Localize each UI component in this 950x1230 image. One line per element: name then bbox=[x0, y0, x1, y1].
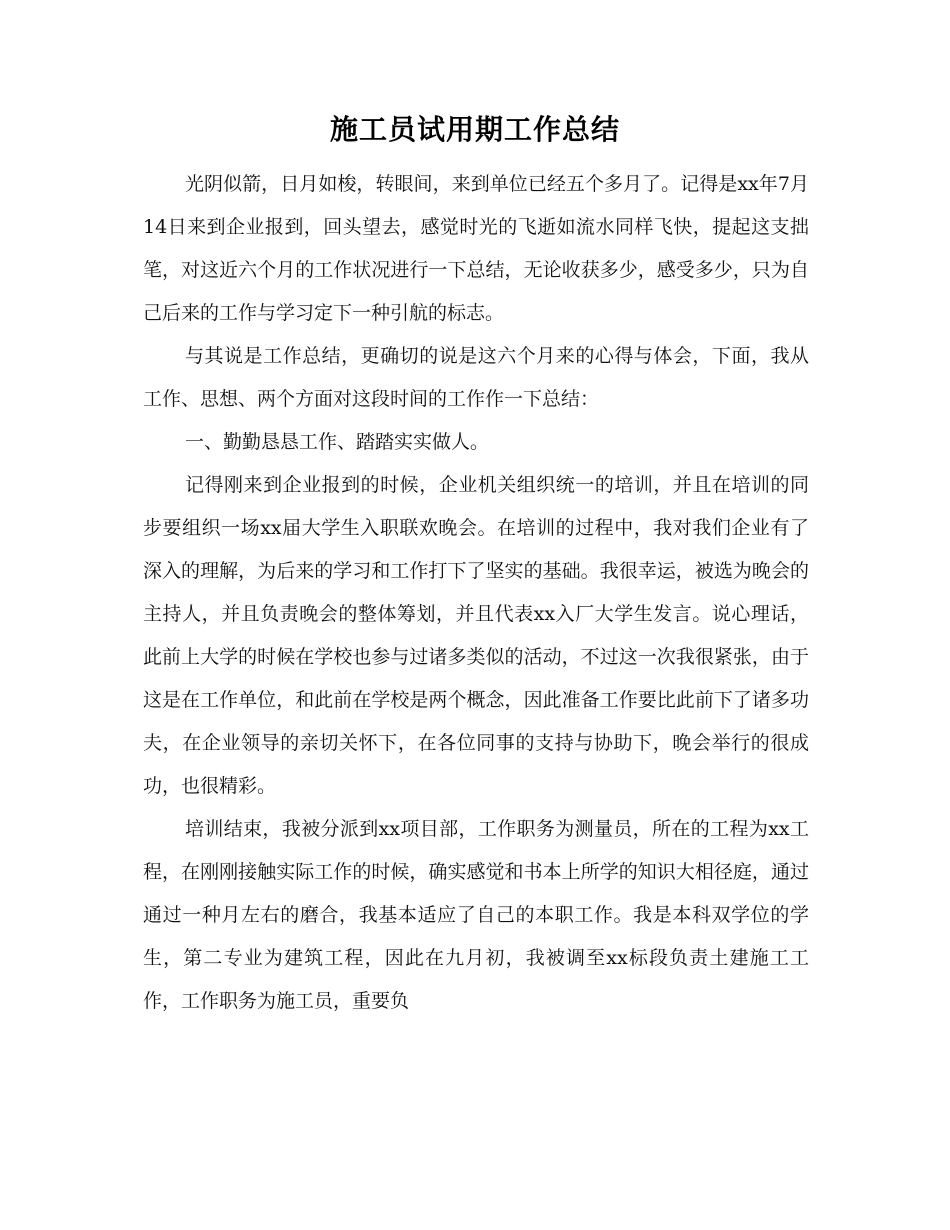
document-title: 施工员试用期工作总结 bbox=[329, 113, 620, 146]
paragraph-training: 记得刚来到企业报到的时候，企业机关组织统一的培训，并且在培训的同步要组织一场xx届大学生入职联欢晚会。在培训的过程中，我对我们企业有了深入的理解，为后来的学习和工作打下了坚实的基础。我很幸运，被选为晚会的主持人，并且负责晚会的整体筹划，并且代表xx入厂大学生发言。说心理话，此前上大学的时候在学校也参与过诸多类似的活动，不过这一次我很紧张，由于这是在工作单位，和此前在学校是两个概念，因此准备工作要比此前下了诸多功夫，在企业领导的亲切关怀下，在各位同事的支持与协助下，晚会举行的很成功，也很精彩。 bbox=[143, 474, 809, 797]
paragraph-assignment: 培训结束，我被分派到xx项目部，工作职务为测量员，所在的工程为xx工程，在刚刚接触实际工作的时候，确实感觉和书本上所学的知识大相径庭，通过通过一种月左右的磨合，我基本适应了自己的本职工作。我是本科双学位的学生，第二专业为建筑工程，因此在九月初，我被调至xx标段负责土建施工工作，工作职务为施工员，重要负 bbox=[143, 818, 809, 1012]
paragraph-intro: 光阴似箭，日月如梭，转眼间，来到单位已经五个多月了。记得是xx年7月14日来到企业报到，回头望去，感觉时光的飞逝如流水同样飞快，提起这支拙笔，对这近六个月的工作状况进行一下总结，无论收获多少，感受多少，只为自己后来的工作与学习定下一种引航的标志。 bbox=[143, 173, 809, 324]
section-heading-1: 一、勤勤恳恳工作、踏踏实实做人。 bbox=[185, 431, 490, 453]
paragraph-overview: 与其说是工作总结，更确切的说是这六个月来的心得与体会，下面，我从工作、思想、两个方面对这段时间的工作作一下总结： bbox=[143, 345, 809, 410]
document-body bbox=[143, 163, 809, 1023]
